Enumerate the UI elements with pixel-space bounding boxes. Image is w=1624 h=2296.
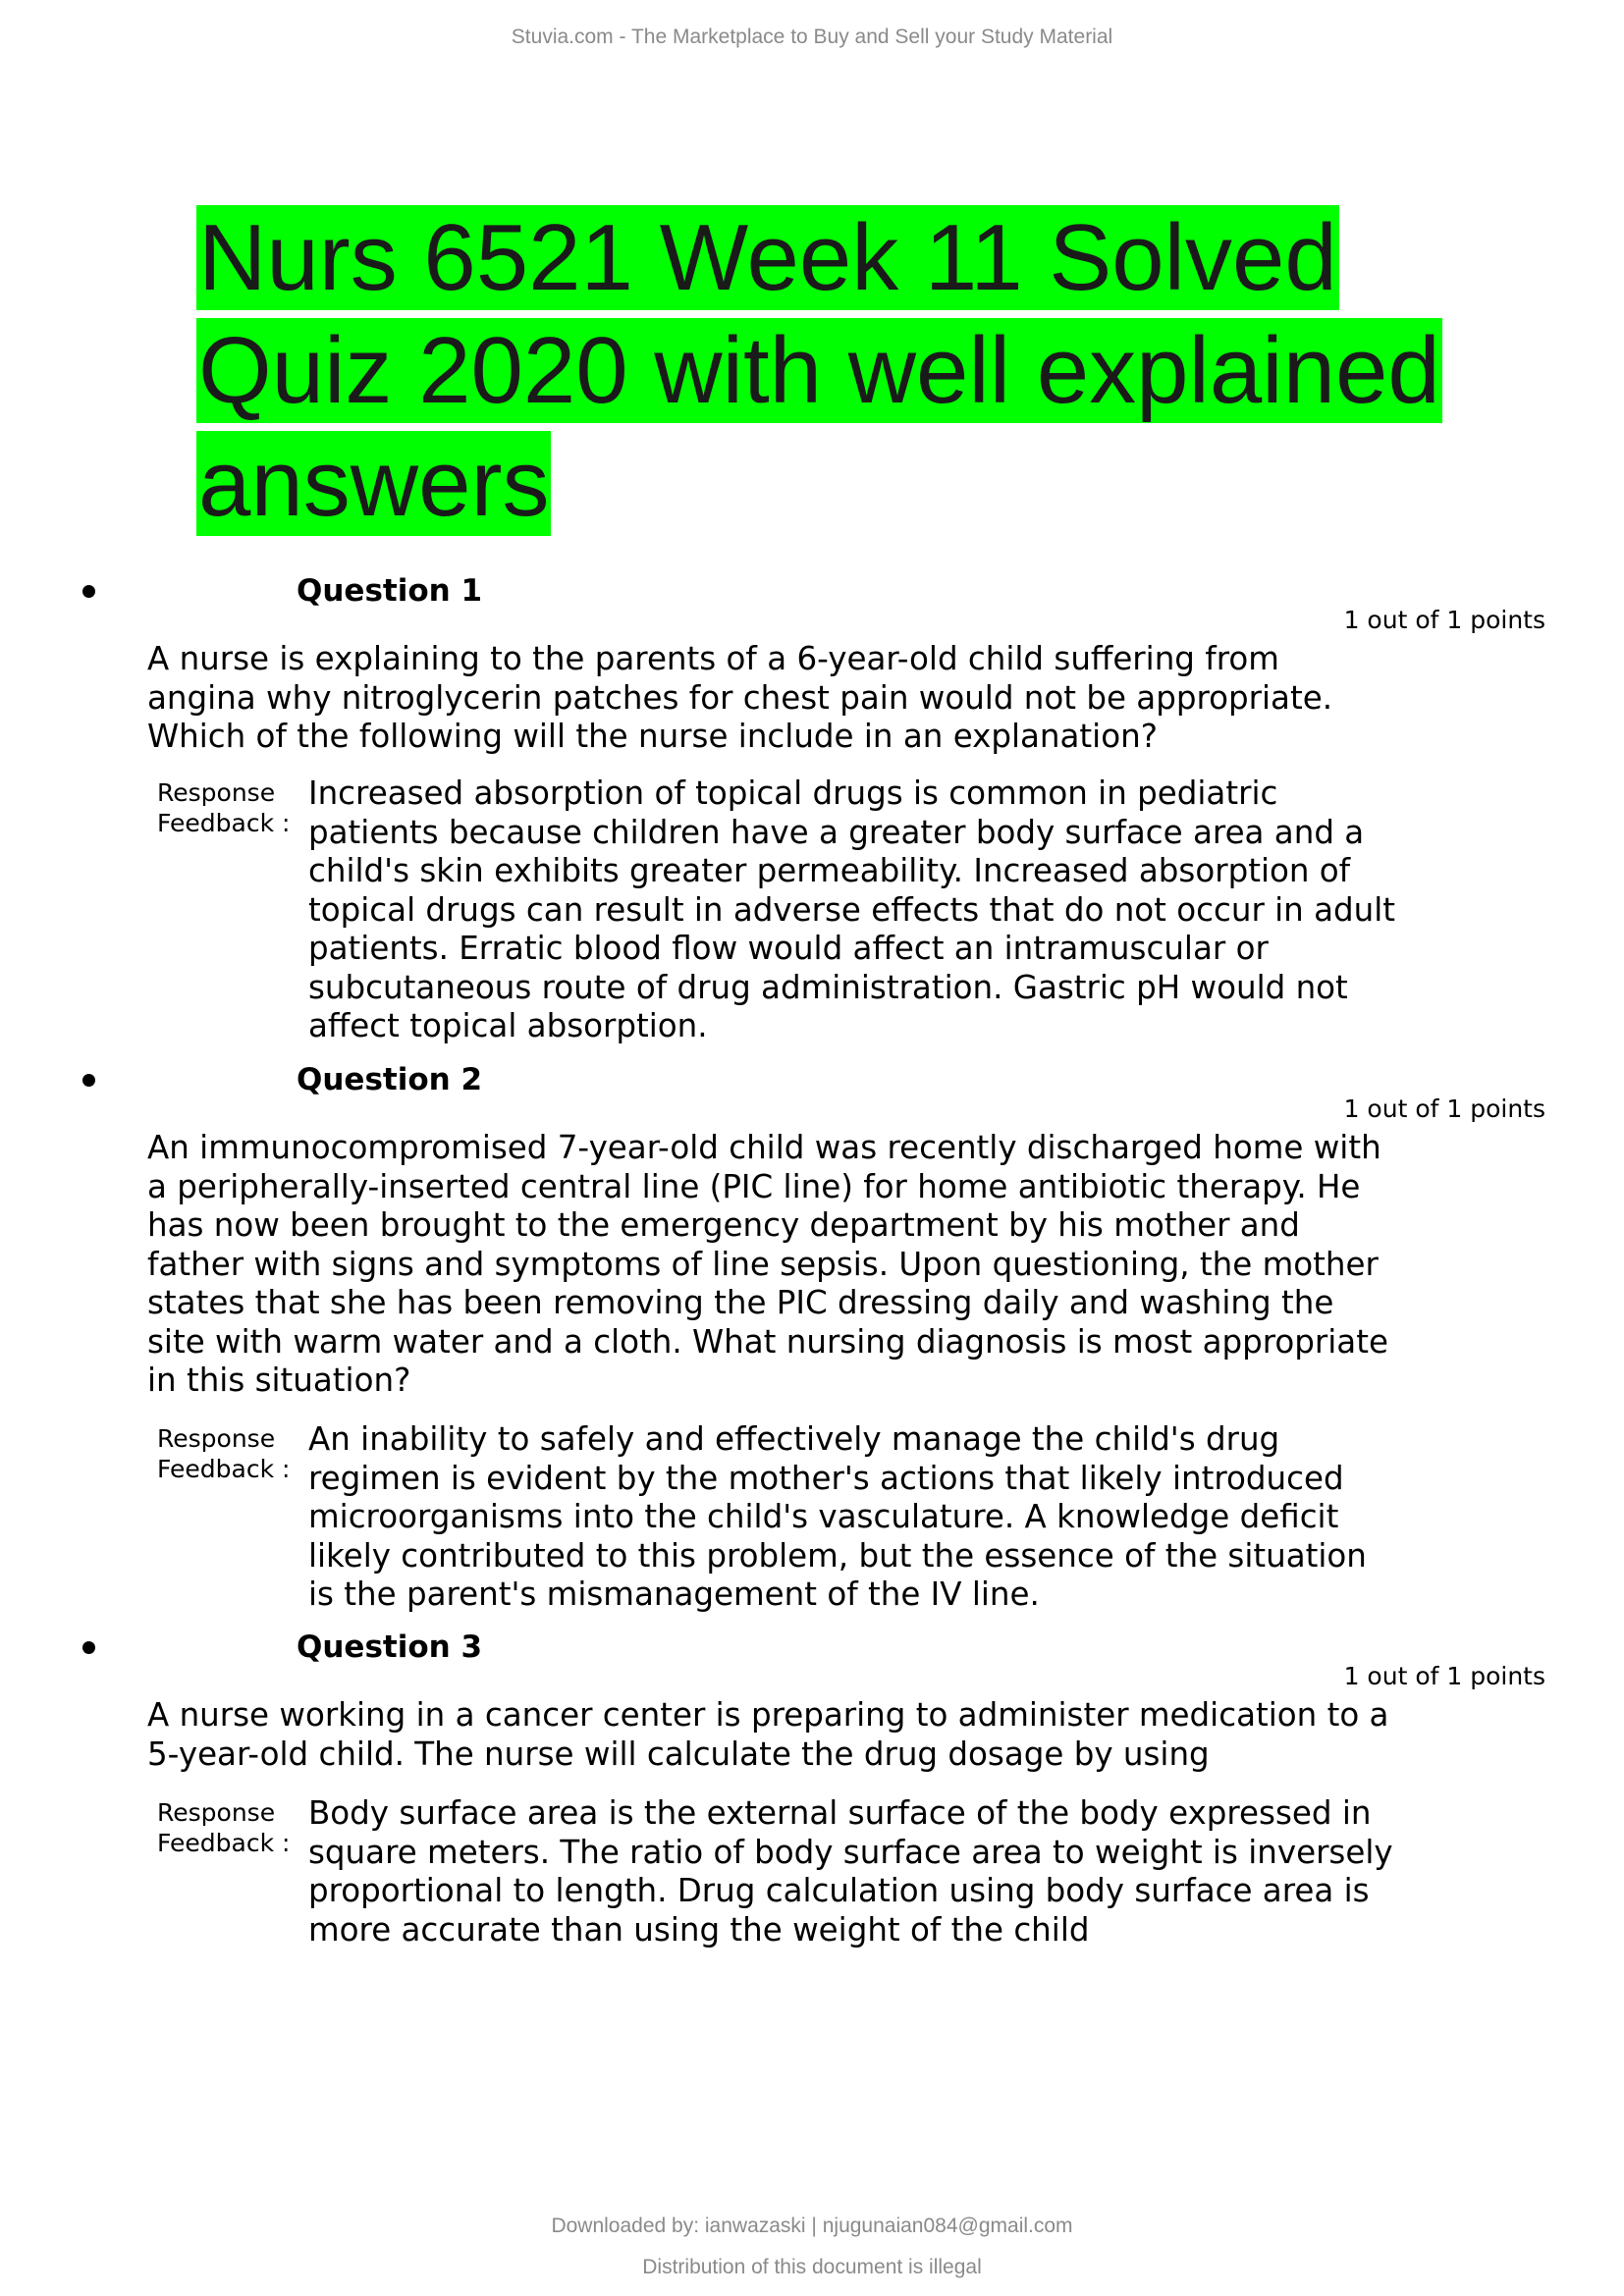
question-points: 1 out of 1 points	[1343, 1662, 1545, 1690]
question-points: 1 out of 1 points	[1343, 1095, 1545, 1123]
question-points: 1 out of 1 points	[1343, 606, 1545, 634]
title-line: answers	[198, 431, 550, 536]
response-feedback-label: Response Feedback :	[157, 1424, 291, 1483]
question-title: Question 2	[297, 1062, 483, 1097]
response-feedback-text: Increased absorption of topical drugs is common in pediatric patients because children have a greater body surface area and a child's skin exhibits greater permeability. Increased absorption of topical drugs can result in adverse effects that do not occur in adult patients. Erratic blood flow would affect an intramuscular or subcutaneous route of drug administration. Gastric pH would not affect topical absorption.	[308, 774, 1396, 1044]
question-text: An immunocompromised 7-year-old child was recently discharged home with a peripherally-inserted central line (PIC line) for home antibiotic therapy. He has now been brought to the emergency department by his mother and father with signs and symptoms of line sepsis. Upon questioning, the mother states that she has been removing the PIC dressing daily and washing the site with warm water and a cloth. What nursing diagnosis is most appropriate in this situation?	[147, 1129, 1388, 1399]
response-feedback-label: Response Feedback :	[157, 1798, 291, 1857]
footer-downloaded-by: Downloaded by: ianwazaski | njugunaian084@gmail.com	[551, 2215, 1073, 2237]
footer-distribution-notice: Distribution of this document is illegal	[642, 2256, 982, 2278]
question-title: Question 3	[297, 1629, 483, 1665]
document-title	[196, 201, 1492, 540]
title-line: Quiz 2020 with well explained	[198, 318, 1440, 423]
header-watermark: Stuvia.com - The Marketplace to Buy and Sell your Study Material	[511, 26, 1113, 48]
question-text: A nurse working in a cancer center is preparing to administer medication to a 5-year-old child. The nurse will calculate the drug dosage by using	[147, 1696, 1389, 1773]
bullet-icon	[82, 1641, 95, 1654]
question-text: A nurse is explaining to the parents of a 6-year-old child suffering from angina why nitroglycerin patches for chest pain would not be appropriate. Which of the following will the nurse include in an explanation?	[147, 640, 1333, 755]
response-feedback-text: Body surface area is the external surface of the body expressed in square meters. The ratio of body surface area to weight is inversely proportional to length. Drug calculation using body surface area is more accurate than using the weight of the child	[308, 1794, 1393, 1949]
response-feedback-label: Response Feedback :	[157, 778, 291, 837]
bullet-icon	[82, 585, 95, 598]
question-title: Question 1	[297, 573, 483, 609]
response-feedback-text: An inability to safely and effectively manage the child's drug regimen is evident by the mother's actions that likely introduced microorganisms into the child's vasculature. A knowledge deficit likely contributed to this problem, but the essence of the situation is the parent's mismanagement of the IV line.	[308, 1420, 1367, 1613]
bullet-icon	[82, 1074, 95, 1087]
title-line: Nurs 6521 Week 11 Solved	[198, 205, 1337, 310]
